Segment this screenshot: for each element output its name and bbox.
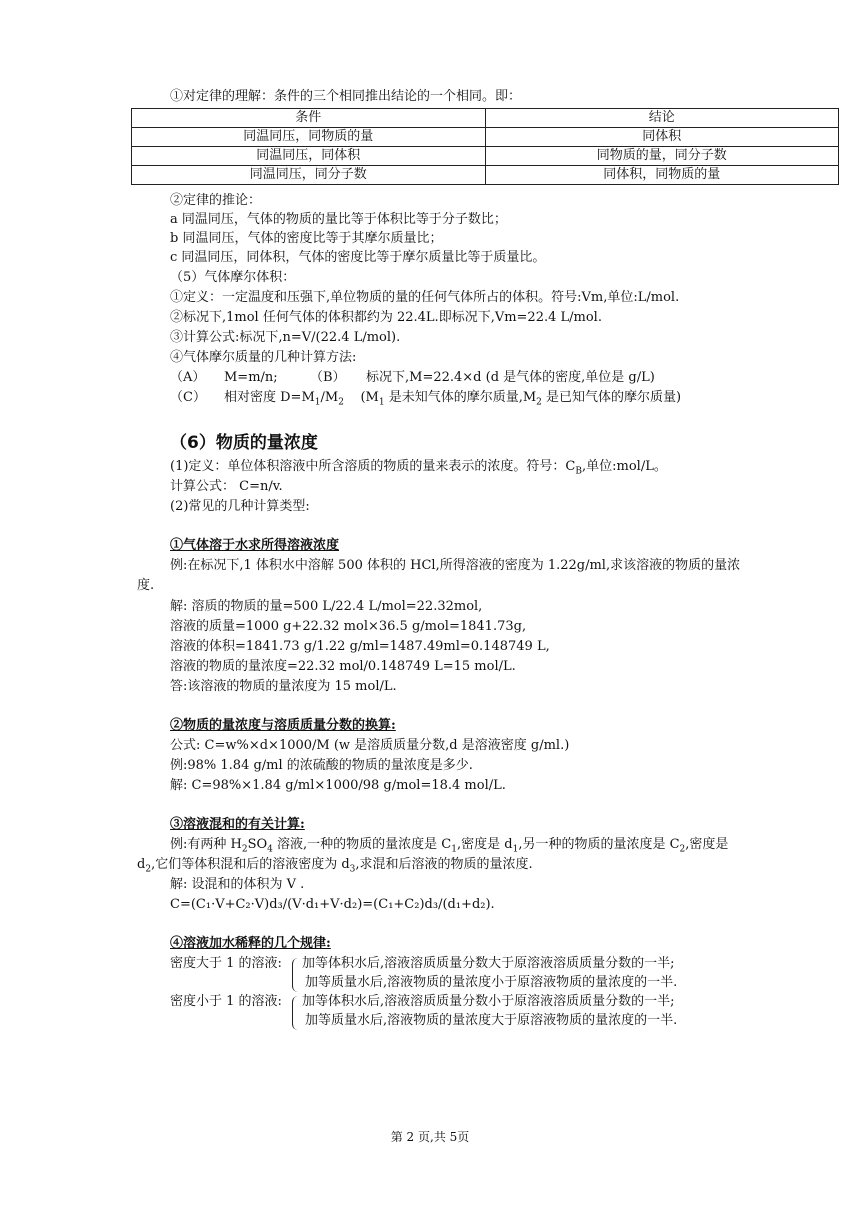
mixing-solution: 解: 设混和的体积为 V .	[170, 877, 305, 892]
concentration-definition: (1)定义：单位体积溶液中所含溶质的物质的量来表示的浓度。符号：$C_B$,单位:mol/L。	[170, 459, 667, 477]
concentration-formula: 计算公式： C=n/v.	[170, 479, 283, 494]
table-cell: 同体积	[485, 128, 839, 147]
conversion-solution: 解: C=98%×1.84 g/ml×1000/98 g/mol=18.4 mol/L.	[170, 778, 506, 793]
method-a-label: （A）	[170, 370, 206, 385]
solution-line: 溶液的质量=1000 g+22.32 mol×36.5 g/mol=1841.73g,	[170, 619, 527, 634]
table-cell: 同温同压，同物质的量	[132, 128, 486, 147]
page-footer: 第 2 页,共 5页	[390, 1130, 470, 1144]
molar-volume-definition: ①定义：一定温度和压强下,单位物质的量的任何气体所占的体积。符号:Vm,单位:L/mol.	[170, 290, 680, 305]
mixing-example: 例:有两种 $H_2SO_4$ 溶液,一种的物质的量浓度是 $C_1$,密度是 $d_1$,另一种的物质的量浓度是 $C_2$,密度是	[170, 837, 729, 855]
mixing-title: ③溶液混和的有关计算:	[170, 817, 305, 832]
solution-line: 解: 溶质的物质的量=500 L/22.4 L/mol=22.32mol,	[170, 599, 483, 614]
methods-title: ④气体摩尔质量的几种计算方法:	[170, 350, 357, 365]
table-header-cell: 结论	[485, 109, 839, 128]
dilution-title: ④溶液加水稀释的几个规律:	[170, 936, 331, 951]
method-c: 相对密度 $D=M_1/M_2$ ($M_1$ 是未知气体的摩尔质量$,M_2$ 是已知气体的摩尔质量)	[224, 390, 682, 408]
table-row	[132, 147, 839, 166]
table-header-row	[132, 109, 839, 128]
table-row	[132, 166, 839, 185]
mixing-result: C=(C₁·V+C₂·V)d₃/(V·d₁+V·d₂)=(C₁+C₂)d₃/(d₁+d₂).	[170, 897, 495, 912]
table-header-cell: 条件	[132, 109, 486, 128]
solution-line: 溶液的物质的量浓度=22.32 mol/0.148749 L=15 mol/L.	[170, 659, 516, 674]
light-rule: 加等质量水后,溶液物质的量浓度大于原溶液物质的量浓度的一半.	[305, 1013, 678, 1028]
method-b-label: （B）	[310, 370, 346, 385]
inference-item: b 同温同压，气体的密度比等于其摩尔质量比；	[170, 231, 443, 246]
table-cell: 同体积，同物质的量	[485, 166, 839, 185]
inference-item: c 同温同压，同体积，气体的密度比等于摩尔质量比等于质量比。	[170, 250, 546, 265]
calculation-types-title: (2)常见的几种计算类型:	[170, 499, 310, 514]
mixing-example-cont: $d_2$,它们等体积混和后的溶液密度为 $d_3$,求混和后溶液的物质的量浓度.	[137, 857, 533, 875]
solution-line: 溶液的体积=1841.73 g/1.22 g/ml=1487.49ml=0.148749 L,	[170, 639, 550, 654]
conversion-title: ②物质的量浓度与溶质质量分数的换算:	[170, 718, 396, 733]
dense-rule: 加等质量水后,溶液物质的量浓度小于原溶液物质的量浓度的一半.	[305, 975, 678, 990]
molar-volume-standard: ②标况下,1mol 任何气体的体积都约为 22.4L.即标况下,Vm=22.4 L/mol.	[170, 310, 602, 325]
inference-item: a 同温同压，气体的物质的量比等于体积比等于分子数比；	[170, 212, 507, 227]
law-understanding: ①对定律的理解：条件的三个相同推出结论的一个相同。即：	[170, 89, 522, 104]
dense-solution-label: 密度大于 1 的溶液:	[170, 956, 282, 971]
light-rule: 加等体积水后,溶液溶质质量分数小于原溶液溶质质量分数的一半;	[302, 994, 675, 1009]
table-cell: 同物质的量，同分子数	[485, 147, 839, 166]
method-b: 标况下,M=22.4×d (d 是气体的密度,单位是 g/L)	[366, 370, 655, 385]
method-a: M=m/n;	[224, 370, 278, 385]
table-cell: 同温同压，同分子数	[132, 166, 486, 185]
table-cell: 同温同压，同体积	[132, 147, 486, 166]
light-solution-label: 密度小于 1 的溶液:	[170, 994, 282, 1009]
dense-rule: 加等体积水后,溶液溶质质量分数大于原溶液溶质质量分数的一半;	[302, 956, 675, 971]
gas-dissolve-example-cont: 度.	[137, 578, 155, 593]
table-row	[132, 128, 839, 147]
molar-volume-title: （5）气体摩尔体积：	[170, 270, 296, 285]
gas-dissolve-title: ①气体溶于水求所得溶液浓度	[170, 538, 340, 553]
brace-icon	[292, 958, 302, 992]
inference-title: ②定律的推论：	[170, 193, 262, 208]
conversion-example: 例:98% 1.84 g/ml 的浓硫酸的物质的量浓度是多少.	[170, 758, 473, 773]
gas-dissolve-example: 例:在标况下,1 体积水中溶解 500 体积的 HCl,所得溶液的密度为 1.22g/ml,求该溶液的物质的量浓	[170, 558, 741, 573]
brace-icon	[292, 996, 302, 1030]
answer-line: 答:该溶液的物质的量浓度为 15 mol/L.	[170, 679, 397, 694]
method-c-label: （C）	[170, 390, 206, 405]
concentration-heading: （6）物质的量浓度	[170, 433, 318, 453]
law-table	[131, 108, 839, 185]
molar-volume-formula: ③计算公式:标况下,n=V/(22.4 L/mol).	[170, 330, 401, 345]
conversion-formula: 公式: C=w%×d×1000/M (w 是溶质质量分数,d 是溶液密度 g/ml.)	[170, 738, 570, 753]
